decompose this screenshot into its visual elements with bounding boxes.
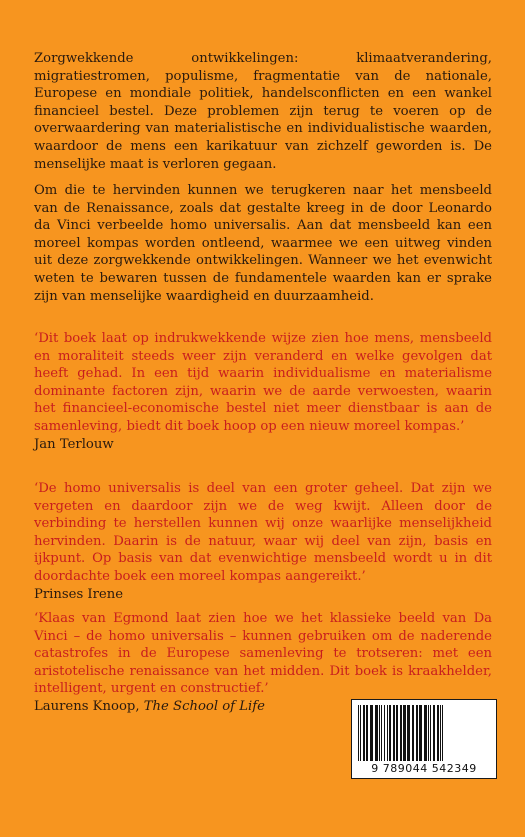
barcode-bar: [403, 705, 406, 761]
barcode-bar: [430, 705, 431, 761]
barcode-bar: [381, 705, 382, 761]
barcode-bar: [400, 705, 402, 761]
barcode-bar: [375, 705, 378, 761]
quote-author: Jan Terlouw: [34, 436, 114, 452]
barcode-bar: [358, 705, 359, 761]
barcode-bar: [384, 705, 385, 761]
barcode-bar: [389, 705, 391, 761]
barcode-bar: [366, 705, 368, 761]
isbn-barcode: [351, 699, 497, 779]
barcode-bar: [433, 705, 435, 761]
barcode-bar: [396, 705, 398, 761]
barcode-bar: [387, 705, 388, 761]
barcode-bar: [370, 705, 373, 761]
quote-text: ‘Klaas van Egmond laat zien hoe we het klassieke beeld van Da Vinci – de homo universalis – kunnen gebruiken om de naderende catastrofes in de Europese samenleving te trotseren: met een aristotelische renaissance van het midden. Dit boek is kraakhelder, intelligent, urgent en constructief.’: [34, 611, 492, 697]
barcode-bar: [407, 705, 410, 761]
barcode-bar: [428, 705, 429, 761]
barcode-bar: [442, 705, 443, 761]
barcode-bar: [379, 705, 380, 761]
quote-author-affiliation: The School of Life: [143, 698, 265, 714]
intro-paragraph-2: Om die te hervinden kunnen we terugkeren naar het mensbeeld van de Renaissance, zoals dat gestalte kreeg in de door Leonardo da Vinci verbeelde homo universalis. Aan dat mensbeeld kan een moreel kompas worden ontleend, waarmee we een uitweg vinden uit deze zorgwekkende ontwikkelingen. Wanneer we het evenwicht weten te bewaren tussen de fundamentele waarden kan er sprake zijn van menselijke waardigheid en duurzaamheid.: [34, 183, 492, 304]
barcode-bar: [416, 705, 418, 761]
quote-text: ‘Dit boek laat op indrukwekkende wijze zien hoe mens, mensbeeld en moraliteit steeds weer zijn veranderd en welke gevolgen dat heeft gehad. In een tijd waarin individualisme en materialisme dominante factoren zijn, waarin we de aarde verwoesten, waarin het financieel-economische bestel niet meer dienstbaar is aan de samenleving, biedt dit boek hoop op een nieuw moreel kompas.’: [34, 331, 492, 434]
endorsement-quote-2: [34, 480, 492, 603]
endorsement-quote-1: [34, 330, 492, 453]
barcode-bar: [437, 705, 439, 761]
isbn-number: 9 789044 542349: [371, 762, 477, 775]
intro-paragraph-1: Zorgwekkende ontwikkelingen: klimaatverandering, migratiestromen, populisme, fragmentatie van de nationale, Europese en mondiale politiek, handelsconflicten en een wankel financieel bestel. Deze problemen zijn terug te voeren op de overwaardering van materialistische en individualistische waarden, waardoor de mens een karikatuur van zichzelf geworden is. De menselijke maat is verloren gegaan.: [34, 51, 492, 172]
barcode-bars: [356, 705, 492, 761]
barcode-bar: [360, 705, 361, 761]
barcode-bar: [393, 705, 395, 761]
quote-text: ‘De homo universalis is deel van een groter geheel. Dat zijn we vergeten en daardoor zijn we de weg kwijt. Alleen door de verbinding te herstellen kunnen wij onze waarlijke menselijkheid hervinden. Daarin is de natuur, waar wij deel van zijn, basis en ijkpunt. Op basis van dat evenwichtige mensbeeld wordt u in dit doordachte boek een moreel kompas aangereikt.’: [34, 481, 492, 584]
barcode-bar: [440, 705, 441, 761]
quote-author-name: Laurens Knoop,: [34, 698, 140, 714]
barcode-bar: [412, 705, 414, 761]
barcode-bar: [363, 705, 365, 761]
barcode-bar: [419, 705, 422, 761]
barcode-bar: [424, 705, 427, 761]
quote-author: Prinses Irene: [34, 586, 124, 602]
